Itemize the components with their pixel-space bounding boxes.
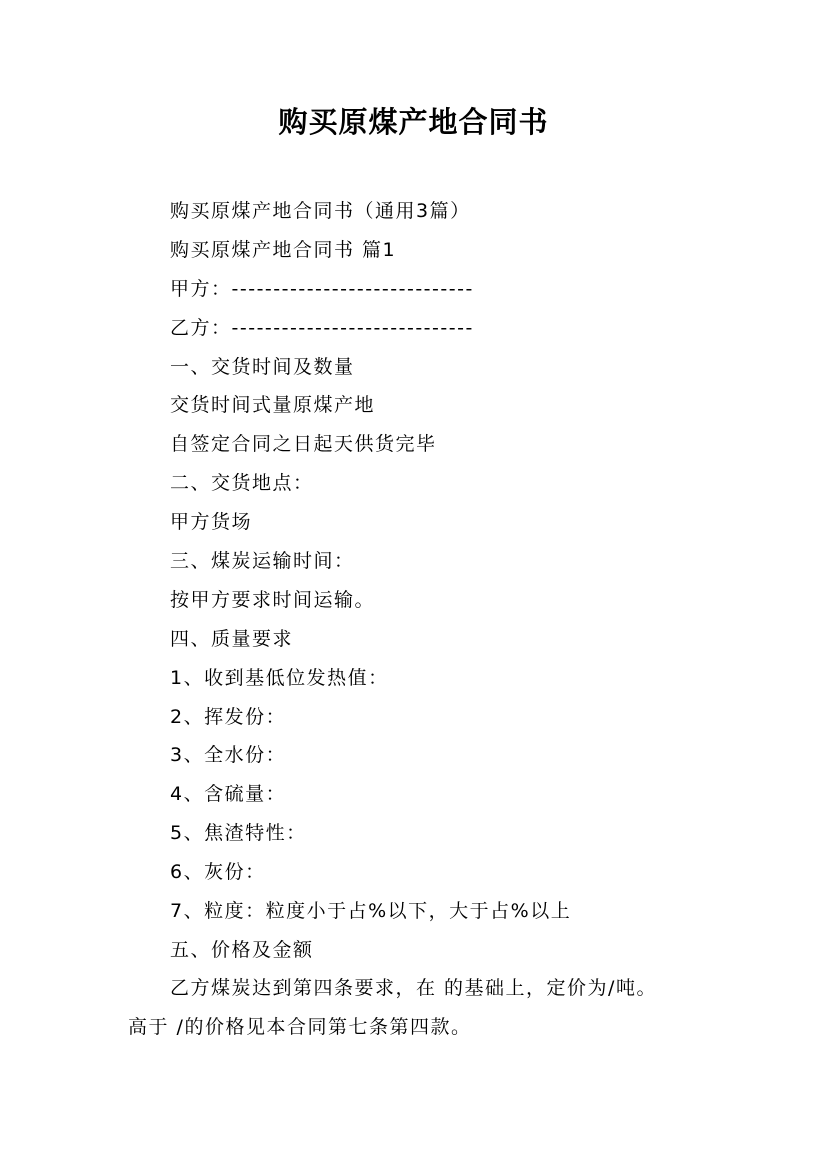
list-item: 7、粒度：粒度小于占%以下，大于占%以上: [170, 900, 572, 923]
paragraph-line: 乙方煤炭达到第四条要求，在 的基础上，定价为/吨。: [170, 977, 657, 999]
document-line: 交货时间式量原煤产地: [170, 394, 376, 417]
party-b-line: 乙方：-----------------------------: [170, 316, 474, 339]
list-item: 1、收到基低位发热值：: [170, 666, 389, 689]
section-heading: 三、煤炭运输时间：: [170, 550, 355, 573]
list-item: 5、焦渣特性：: [170, 822, 307, 845]
document-line: 甲方货场: [170, 511, 253, 534]
list-item: 6、灰份：: [170, 861, 266, 884]
price-paragraph: [128, 969, 728, 1047]
section-heading: 一、交货时间及数量: [170, 355, 355, 378]
party-a-line: 甲方：-----------------------------: [170, 277, 474, 300]
section-heading: 四、质量要求: [170, 627, 294, 650]
section-heading: 五、价格及金额: [170, 938, 314, 961]
document-body: [170, 192, 730, 970]
document-title: 购买原煤产地合同书: [278, 105, 549, 139]
list-item: 4、含硫量：: [170, 783, 287, 806]
paragraph-line: 高于 /的价格见本合同第七条第四款。: [128, 1015, 472, 1038]
document-line: 购买原煤产地合同书（通用3篇）: [170, 200, 471, 222]
document-line: 按甲方要求时间运输。: [170, 588, 376, 611]
section-heading: 二、交货地点：: [170, 472, 314, 495]
document-line: 自签定合同之日起天供货完毕: [170, 433, 437, 456]
document-line: 购买原煤产地合同书 篇1: [170, 238, 397, 261]
list-item: 3、全水份：: [170, 744, 287, 767]
list-item: 2、挥发份：: [170, 705, 287, 728]
